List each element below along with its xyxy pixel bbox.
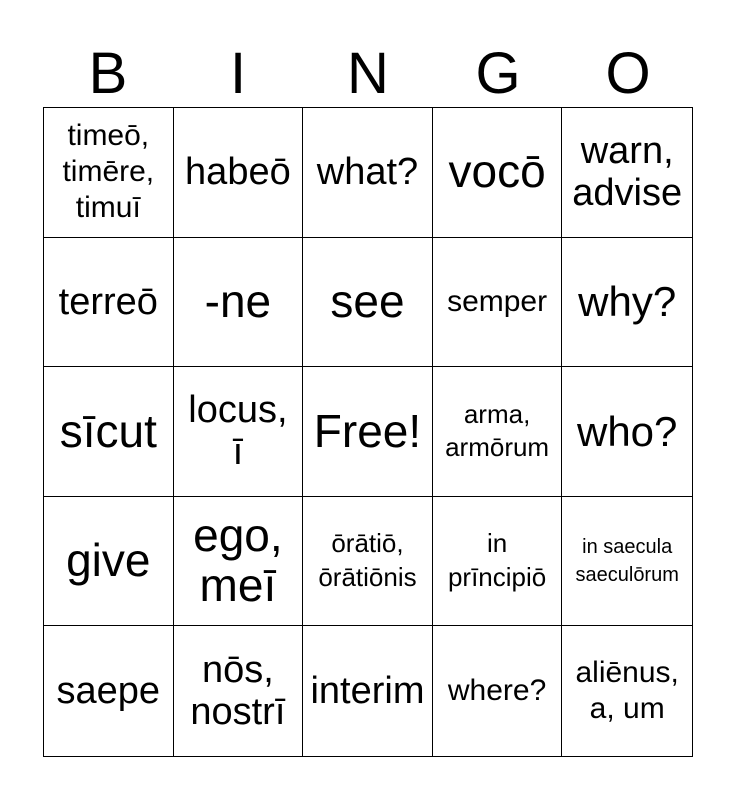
cell-text: saepe [56,669,161,712]
bingo-cell-r2-c1[interactable] [44,238,174,368]
cell-text: interim [310,669,425,712]
cell-text: where? [447,674,547,708]
cell-text: give [66,534,151,587]
cell-text: terreō [58,280,158,323]
bingo-cell-r5-c5[interactable] [562,626,692,756]
bingo-cell-r5-c3[interactable] [303,626,433,756]
cell-text: arma, armōrum [445,398,550,463]
bingo-cell-r1-c3[interactable] [303,108,433,238]
bingo-cell-r2-c5[interactable] [562,238,692,368]
cell-text: -ne [204,275,272,328]
bingo-cell-r5-c2[interactable] [174,626,304,756]
bingo-cell-r3-c1[interactable] [44,367,174,497]
bingo-cell-r1-c5[interactable] [562,108,692,238]
cell-text: sīcut [59,404,157,457]
bingo-cell-r4-c3[interactable] [303,497,433,627]
cell-text: ōrātiō, ōrātiōnis [318,528,417,593]
cell-text: in saecula saeculōrum [575,536,679,587]
bingo-cell-r1-c2[interactable] [174,108,304,238]
bingo-cell-r5-c1[interactable] [44,626,174,756]
header-letter-n: N [347,41,389,106]
cell-text: habeō [185,151,291,194]
bingo-cell-r4-c2[interactable] [174,497,304,627]
bingo-cell-r2-c2[interactable] [174,238,304,368]
cell-text: semper [447,284,548,318]
header-letter-i: I [229,41,247,106]
cell-text: why? [578,278,677,326]
cell-text: warn, advise [572,129,683,215]
bingo-cell-r1-c1[interactable] [44,108,174,238]
bingo-cell-r3-c3-free[interactable] [303,367,433,497]
cell-text: in prīncipiō [447,528,547,593]
cell-text: vocō [448,145,546,198]
bingo-cell-r5-c4[interactable] [433,626,563,756]
cell-text: who? [576,407,678,455]
header-letter-b: B [88,41,128,106]
bingo-cell-r2-c4[interactable] [433,238,563,368]
cell-text: see [330,275,405,328]
header-letter-g: G [475,41,521,106]
cell-text: aliēnus, a, um [575,656,679,726]
cell-text: locus, ī [188,388,288,474]
bingo-cell-r2-c3[interactable] [303,238,433,368]
bingo-cell-r3-c5[interactable] [562,367,692,497]
bingo-cell-r3-c4[interactable] [433,367,563,497]
bingo-cell-r4-c5[interactable] [562,497,692,627]
header-letter-o: O [605,41,651,106]
cell-text: timeō, timēre, timuī [62,119,155,225]
cell-text: nōs, nostrī [190,648,286,734]
free-space-text: Free! [313,404,422,457]
bingo-cell-r3-c2[interactable] [174,367,304,497]
bingo-cell-r1-c4[interactable] [433,108,563,238]
bingo-header [43,42,693,106]
bingo-cell-r4-c1[interactable] [44,497,174,627]
cell-text: ego, meī [193,509,283,612]
bingo-cell-r4-c4[interactable] [433,497,563,627]
cell-text: what? [316,151,419,194]
bingo-card-grid [43,107,693,757]
